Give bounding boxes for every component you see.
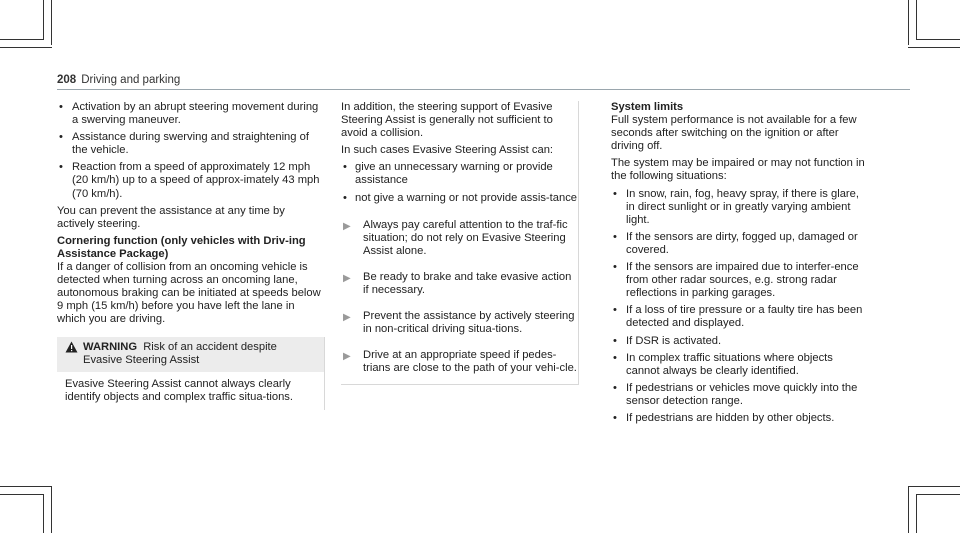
paragraph: You can prevent the assistance at any time by actively steering. [57, 204, 285, 230]
list-item: • If DSR is activated. [611, 335, 867, 348]
crop-mark [51, 486, 52, 533]
paragraph: The system may be impaired or may not function in the following situations: [611, 157, 865, 183]
action-text: Prevent the assistance by actively steering in non-critical driving situa-tions. [363, 310, 575, 336]
paragraph: In addition, the steering support of Evasive Steering Assist is generally not sufficient to avoid a collision. [341, 101, 553, 140]
crop-mark [908, 47, 960, 48]
paragraph: Full system performance is not available for a few seconds after switching on the ignition or after driving off. [611, 114, 857, 153]
list-item: • not give a warning or not provide assis-tance [341, 192, 578, 205]
crop-mark [0, 494, 44, 495]
action-item [341, 219, 578, 258]
list-item: • In snow, rain, fog, heavy spray, if there is glare, in direct sunlight or in greatly varying ambient light. [611, 188, 867, 227]
crop-mark [916, 39, 960, 40]
paragraph: If a danger of collision from an oncoming vehicle is detected when turning across an oncoming lane, autonomous braking can be initiated at speeds below 9 mph (15 km/h) before you have left the lane in which you are driving. [57, 261, 321, 326]
crop-mark [0, 47, 52, 48]
crop-mark [908, 486, 960, 487]
section-heading: System limits [611, 101, 684, 113]
action-item [341, 349, 578, 375]
action-text: Always pay careful attention to the traf-fic situation; do not rely on Evasive Steering Assist alone. [363, 218, 568, 257]
warning-body: Evasive Steering Assist cannot always clearly identify objects and complex traffic situa-tions. [65, 377, 294, 403]
list-item: • Activation by an abrupt steering movement during a swerving maneuver. [57, 101, 325, 127]
paragraph: In such cases Evasive Steering Assist can: [341, 144, 554, 157]
crop-mark [916, 494, 917, 533]
crop-mark [908, 486, 909, 533]
crop-mark [43, 0, 44, 40]
action-item [341, 271, 578, 297]
section-heading: Cornering function (only vehicles with Driv-ing Assistance Package) [57, 234, 306, 260]
header-rule [57, 89, 910, 90]
list-item: • Assistance during swerving and straightening of the vehicle. [57, 131, 325, 157]
list-item: • In complex traffic situations where objects cannot always be clearly identified. [611, 352, 867, 378]
warning-title: Risk of an accident despite Evasive Steering Assist [83, 340, 277, 366]
crop-mark [0, 39, 44, 40]
warning-continuation-box [341, 101, 579, 385]
action-arrow-icon: ▶ [343, 272, 351, 284]
action-text: Drive at an appropriate speed if pedes-trians are close to the path of your vehi-cle. [363, 349, 577, 375]
list-item: • give an unnecessary warning or provide assistance [341, 161, 578, 187]
crop-mark [0, 486, 52, 487]
crop-mark [43, 494, 44, 533]
list-item: • Reaction from a speed of approximately 12 mph (20 km/h) up to a speed of approx-imately 43 mph (70 km/h). [57, 161, 325, 200]
action-arrow-icon: ▶ [343, 351, 351, 363]
action-arrow-icon: ▶ [343, 312, 351, 324]
warning-label: WARNING [83, 340, 138, 353]
list-item: • If the sensors are impaired due to interfer-ence from other radar sources, e.g. strong radar reflections in parking garages. [611, 261, 867, 300]
crop-mark [51, 0, 52, 45]
list-item: • If a loss of tire pressure or a faulty tire has been detected and displayed. [611, 304, 867, 330]
warning-box [57, 337, 325, 410]
warning-triangle-icon [65, 341, 78, 353]
column-left [57, 101, 325, 410]
action-text: Be ready to brake and take evasive action if necessary. [363, 270, 572, 297]
page-header [57, 74, 180, 86]
column-middle [341, 101, 579, 385]
crop-mark [908, 0, 909, 45]
list-item: • If pedestrians are hidden by other objects. [611, 412, 867, 425]
page-number: 208 [57, 74, 77, 86]
column-right [611, 101, 867, 429]
action-item [341, 310, 578, 336]
warning-header [57, 337, 324, 372]
crop-mark [916, 0, 917, 40]
section-title: Driving and parking [81, 74, 181, 86]
list-item: • If the sensors are dirty, fogged up, damaged or covered. [611, 231, 867, 257]
crop-mark [916, 494, 960, 495]
action-arrow-icon: ▶ [343, 220, 351, 232]
list-item: • If pedestrians or vehicles move quickly into the sensor detection range. [611, 382, 867, 408]
